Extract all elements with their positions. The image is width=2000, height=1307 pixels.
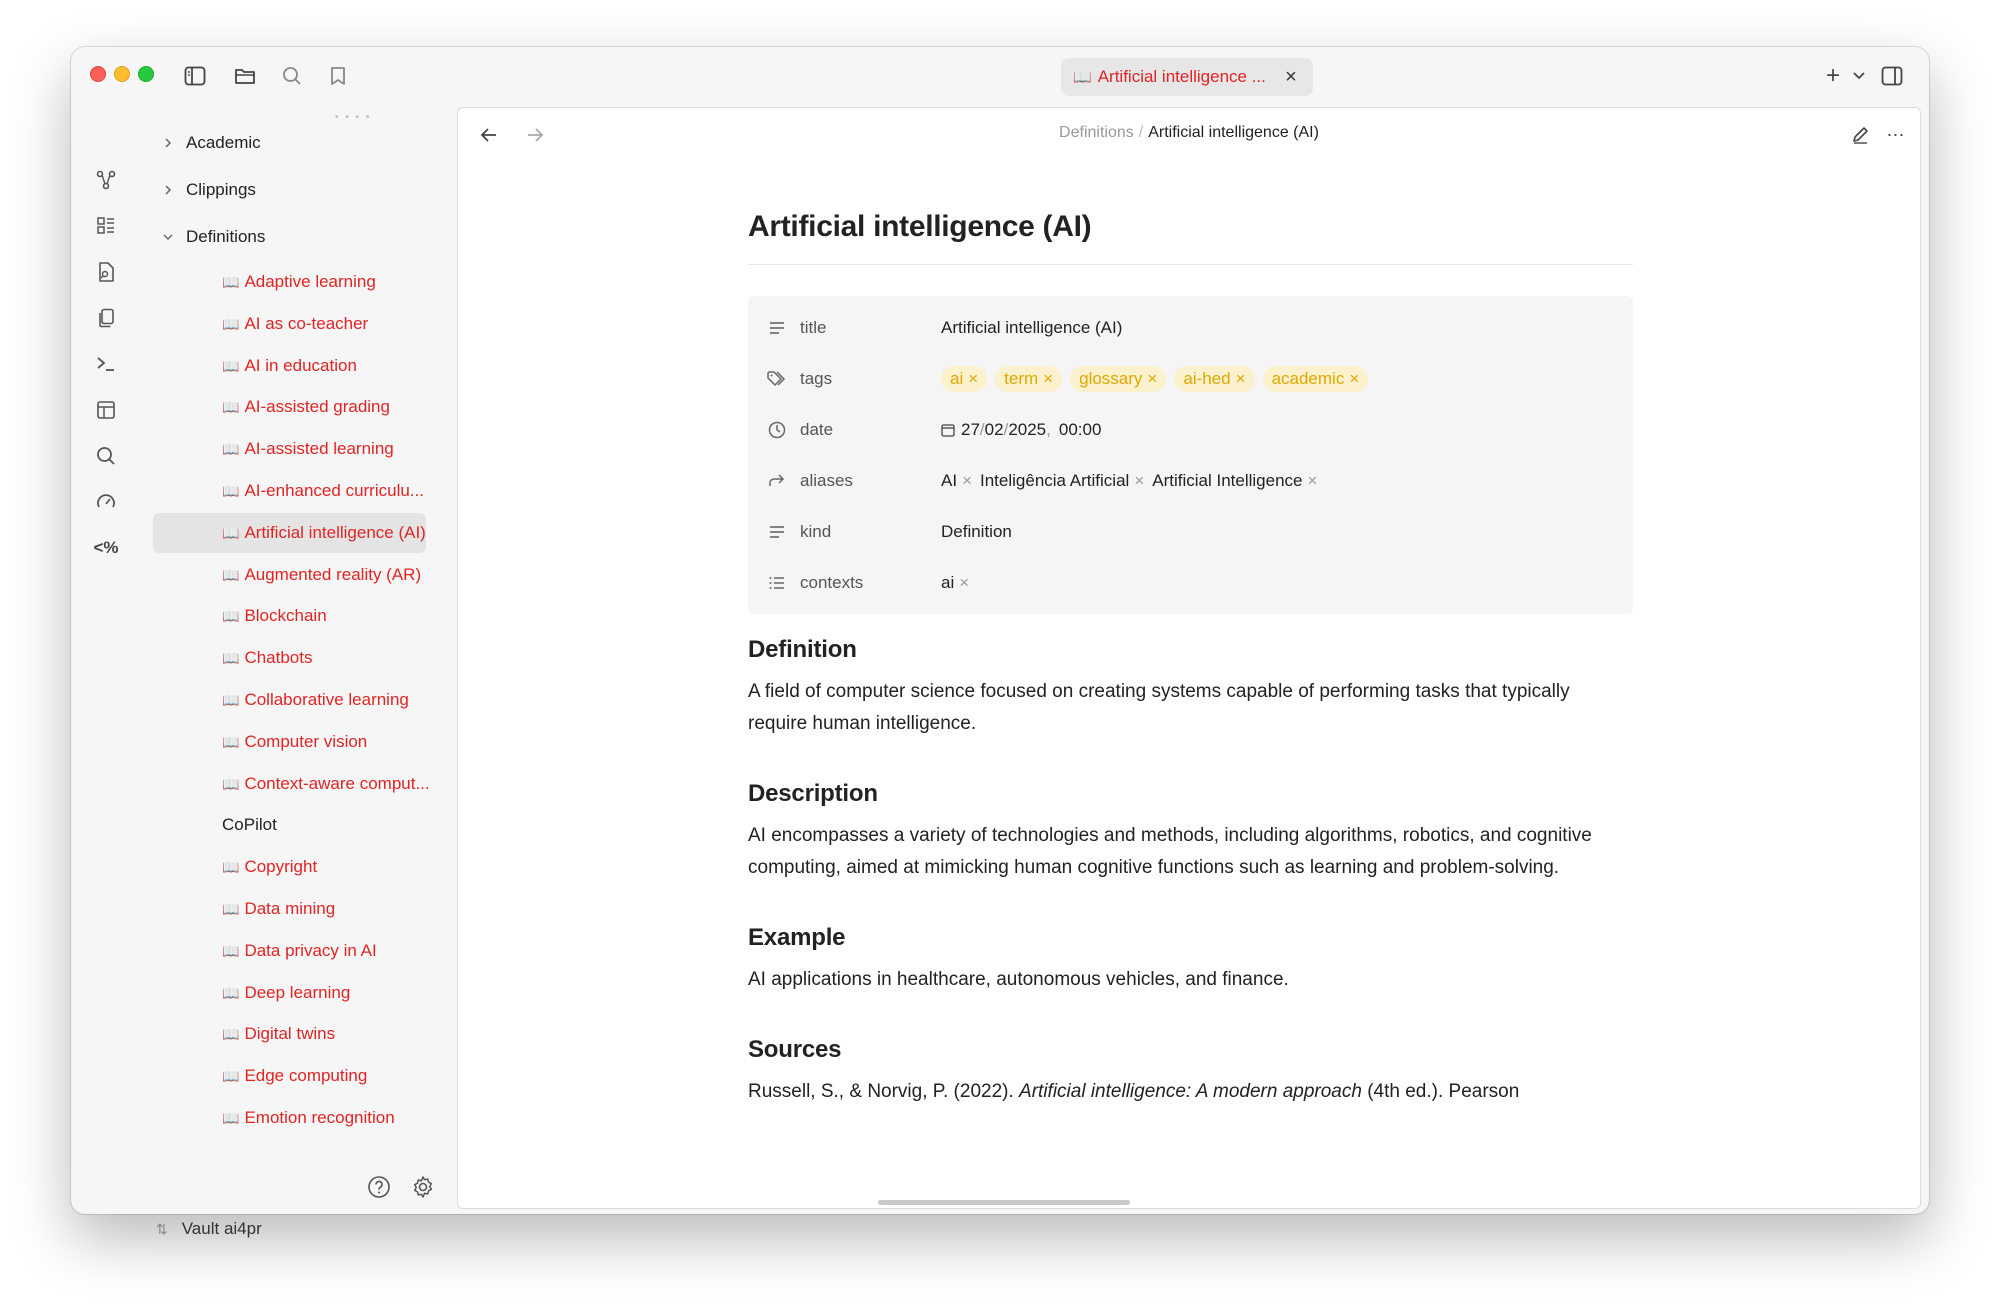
book-icon: 📖	[222, 649, 240, 666]
file-label: Edge computing	[244, 1066, 368, 1085]
folder-label: Clippings	[186, 180, 256, 199]
section-heading-definition: Definition	[748, 636, 857, 663]
file-label: AI-assisted learning	[244, 439, 394, 458]
book-icon: 📖	[222, 398, 240, 415]
citation-book-title: Artificial intelligence: A modern approach	[1019, 1081, 1362, 1102]
terminal-icon[interactable]	[93, 351, 119, 377]
outline-icon[interactable]	[93, 213, 119, 239]
breadcrumb-separator: /	[1138, 124, 1144, 141]
editor-pane	[457, 107, 1921, 1209]
date-month[interactable]: 02	[984, 419, 1004, 439]
calendar-icon[interactable]	[941, 423, 955, 437]
folder-label: Definitions	[186, 227, 266, 246]
date-value[interactable]: 27 / 02 / 2025 , 00:00	[941, 420, 1101, 440]
book-icon: 📖	[222, 315, 240, 332]
folder-label: Academic	[186, 133, 261, 152]
property-contexts[interactable]	[748, 557, 1633, 608]
file-label: Digital twins	[244, 1024, 336, 1043]
file-label: AI as co-teacher	[244, 314, 369, 333]
book-icon: 📖	[222, 775, 240, 792]
remove-alias-icon[interactable]: ×	[962, 470, 972, 490]
book-icon: 📖	[222, 984, 240, 1001]
book-icon: 📖	[222, 1109, 240, 1126]
book-icon: 📖	[222, 858, 240, 875]
template-icon[interactable]: <%	[93, 538, 119, 557]
context-item[interactable]: ai ×	[941, 572, 970, 592]
zoom-window-button[interactable]	[138, 66, 154, 82]
file-item[interactable]	[222, 1056, 367, 1096]
tag-pill[interactable]: glossary ×	[1070, 366, 1166, 392]
file-label: Copyright	[244, 857, 318, 876]
property-kind[interactable]	[748, 506, 1633, 557]
file-item[interactable]	[222, 722, 367, 762]
book-icon: 📖	[222, 1067, 240, 1084]
example-text: AI applications in healthcare, autonomous vehicles, and finance.	[748, 969, 1289, 990]
remove-tag-icon[interactable]: ×	[968, 368, 979, 388]
file-label: Emotion recognition	[244, 1108, 395, 1127]
property-key: date	[800, 419, 834, 439]
date-year[interactable]: 2025	[1008, 419, 1047, 439]
file-label: Data mining	[244, 899, 336, 918]
right-sidebar-toggle-icon[interactable]	[1879, 63, 1905, 89]
file-item[interactable]	[222, 387, 390, 427]
updown-chevron-icon: ⇅	[156, 1220, 168, 1237]
tag-pill[interactable]: term ×	[995, 366, 1062, 392]
file-item[interactable]	[222, 513, 426, 553]
tag-pill[interactable]: ai ×	[941, 366, 987, 392]
tag-pill[interactable]: ai-hed ×	[1174, 366, 1254, 392]
file-label: Data privacy in AI	[244, 941, 377, 960]
file-item[interactable]	[222, 1014, 335, 1054]
horizontal-scrollbar[interactable]	[878, 1200, 1130, 1205]
close-tab-icon[interactable]: ×	[1285, 65, 1297, 88]
file-item[interactable]	[222, 262, 376, 302]
file-label: Augmented reality (AR)	[244, 565, 422, 584]
book-icon: 📖	[222, 524, 240, 541]
file-label: Computer vision	[244, 732, 368, 751]
copy-icon[interactable]	[93, 305, 119, 331]
folder-definitions[interactable]	[156, 217, 265, 257]
close-window-button[interactable]	[90, 66, 106, 82]
search-icon[interactable]	[93, 443, 119, 469]
property-key: kind	[800, 521, 832, 541]
property-tags[interactable]	[748, 353, 1633, 404]
book-icon: 📖	[222, 1025, 240, 1042]
file-label: CoPilot	[222, 815, 277, 834]
tab-active-note[interactable]	[1061, 58, 1313, 96]
chevron-down-icon	[156, 231, 180, 243]
section-heading-sources: Sources	[748, 1036, 842, 1063]
file-item[interactable]	[222, 847, 317, 887]
citation-authors: Russell, S., & Norvig, P. (2022).	[748, 1081, 1020, 1102]
property-aliases[interactable]	[748, 455, 1633, 506]
remove-tag-icon[interactable]: ×	[1349, 368, 1360, 388]
title-bar	[71, 47, 1929, 107]
book-icon: 📖	[222, 942, 240, 959]
alias-item[interactable]: Inteligência Artificial ×	[980, 470, 1145, 490]
file-item[interactable]	[222, 596, 327, 636]
property-value[interactable]: Definition	[941, 521, 1012, 541]
note-content	[748, 188, 1633, 1108]
book-icon: 📖	[222, 482, 240, 499]
file-item[interactable]	[222, 429, 394, 469]
section-heading-example: Example	[748, 924, 846, 951]
file-label: Deep learning	[244, 983, 351, 1002]
book-icon: 📖	[222, 440, 240, 457]
edit-pencil-icon[interactable]	[1847, 122, 1873, 148]
file-item[interactable]	[222, 471, 424, 511]
date-day[interactable]: 27	[961, 419, 980, 439]
alias-item[interactable]: AI ×	[941, 470, 972, 490]
note-title[interactable]: Artificial intelligence (AI)	[748, 188, 1633, 265]
graph-view-icon[interactable]	[93, 167, 119, 193]
file-item[interactable]	[222, 304, 368, 344]
file-item[interactable]	[222, 638, 312, 678]
vault-switcher[interactable]	[156, 1219, 262, 1239]
file-item[interactable]	[222, 680, 409, 720]
book-icon: 📖	[222, 566, 240, 583]
gauge-icon[interactable]	[93, 489, 119, 515]
property-key: contexts	[800, 572, 864, 592]
property-key: tags	[800, 368, 833, 388]
file-item[interactable]	[222, 931, 377, 971]
aliases-list	[941, 471, 1325, 491]
alias-item[interactable]: Artificial Intelligence ×	[1152, 470, 1318, 490]
remove-tag-icon[interactable]: ×	[1043, 368, 1054, 388]
sidebar-toggle-icon[interactable]	[182, 63, 208, 89]
file-label: AI-assisted grading	[244, 397, 390, 416]
list-icon	[766, 576, 788, 590]
file-item[interactable]	[222, 1098, 395, 1138]
property-key: aliases	[800, 470, 853, 490]
folder-academic[interactable]	[156, 123, 261, 163]
contexts-list	[941, 573, 977, 593]
book-icon: 📖	[1073, 69, 1092, 86]
more-options-icon[interactable]: ⋯	[1886, 124, 1906, 145]
folder-clippings[interactable]	[156, 170, 256, 210]
gear-icon[interactable]	[411, 1175, 435, 1199]
book-icon: 📖	[222, 733, 240, 750]
book-icon: 📖	[222, 273, 240, 290]
property-value[interactable]: Artificial intelligence (AI)	[941, 317, 1123, 337]
tags-list	[941, 366, 1376, 392]
remove-alias-icon[interactable]: ×	[1307, 470, 1318, 490]
chevron-right-icon	[156, 184, 180, 196]
file-item[interactable]	[222, 805, 277, 845]
citation-edition: (4th ed.). Pearson	[1361, 1081, 1520, 1102]
file-label: AI-enhanced curriculu...	[244, 481, 424, 500]
tab-title: Artificial intelligence ...	[1097, 67, 1266, 86]
breadcrumb	[458, 124, 1920, 142]
remove-tag-icon[interactable]: ×	[1147, 368, 1158, 388]
file-label: Blockchain	[244, 606, 327, 625]
breadcrumb-parent[interactable]: Definitions	[1059, 124, 1134, 141]
app-window	[71, 47, 1929, 1238]
minimize-window-button[interactable]	[114, 66, 130, 82]
tags-icon	[766, 371, 788, 387]
remove-alias-icon[interactable]: ×	[1134, 470, 1145, 490]
file-explorer	[141, 107, 441, 1238]
book-icon: 📖	[222, 607, 240, 624]
property-date[interactable]	[748, 404, 1633, 455]
section-heading-description: Description	[748, 780, 878, 807]
new-tab-icon[interactable]: +	[1825, 62, 1840, 89]
book-icon: 📖	[222, 691, 240, 708]
file-label: Collaborative learning	[244, 690, 409, 709]
file-item[interactable]	[222, 973, 350, 1013]
file-item[interactable]	[222, 889, 335, 929]
layout-icon[interactable]	[93, 397, 119, 423]
properties-panel	[748, 296, 1633, 614]
vault-name: Vault ai4pr	[181, 1219, 262, 1238]
chevron-down-icon[interactable]	[1846, 63, 1872, 89]
book-icon: 📖	[222, 900, 240, 917]
file-label: Artificial intelligence (AI)	[244, 523, 426, 542]
drag-handle-icon[interactable]: • • • •	[335, 112, 372, 123]
file-search-icon[interactable]	[93, 259, 119, 285]
folder-icon[interactable]	[232, 63, 258, 89]
date-time[interactable]: 00:00	[1058, 419, 1102, 439]
text-lines-icon	[766, 525, 788, 539]
property-title[interactable]	[748, 302, 1633, 353]
remove-tag-icon[interactable]: ×	[1235, 368, 1246, 388]
help-icon[interactable]	[367, 1175, 391, 1199]
file-label: Context-aware comput...	[244, 774, 430, 793]
ribbon	[71, 107, 141, 1214]
text-lines-icon	[766, 321, 788, 335]
source-citation	[748, 1076, 1633, 1108]
file-label: AI in education	[244, 356, 357, 375]
remove-context-icon[interactable]: ×	[959, 572, 970, 592]
bookmark-icon[interactable]	[325, 63, 351, 89]
file-item[interactable]	[222, 764, 430, 804]
file-label: Adaptive learning	[244, 272, 376, 291]
description-text: AI encompasses a variety of technologies and methods, including algorithms, robotics, and cognitive computing, aimed at mimicking human cognitive functions such as learning and problem-solving.	[748, 825, 1592, 878]
book-icon: 📖	[222, 357, 240, 374]
file-label: Chatbots	[244, 648, 313, 667]
file-item[interactable]	[222, 346, 357, 386]
breadcrumb-current[interactable]: Artificial intelligence (AI)	[1148, 124, 1319, 141]
definition-text: A field of computer science focused on creating systems capable of performing tasks that typically require human intelligence.	[748, 681, 1570, 734]
search-icon[interactable]	[279, 63, 305, 89]
property-key: title	[800, 317, 827, 337]
file-item[interactable]	[222, 555, 421, 595]
tag-pill[interactable]: academic ×	[1263, 366, 1369, 392]
alias-arrow-icon	[766, 474, 788, 488]
clock-icon	[766, 421, 788, 439]
chevron-right-icon	[156, 137, 180, 149]
